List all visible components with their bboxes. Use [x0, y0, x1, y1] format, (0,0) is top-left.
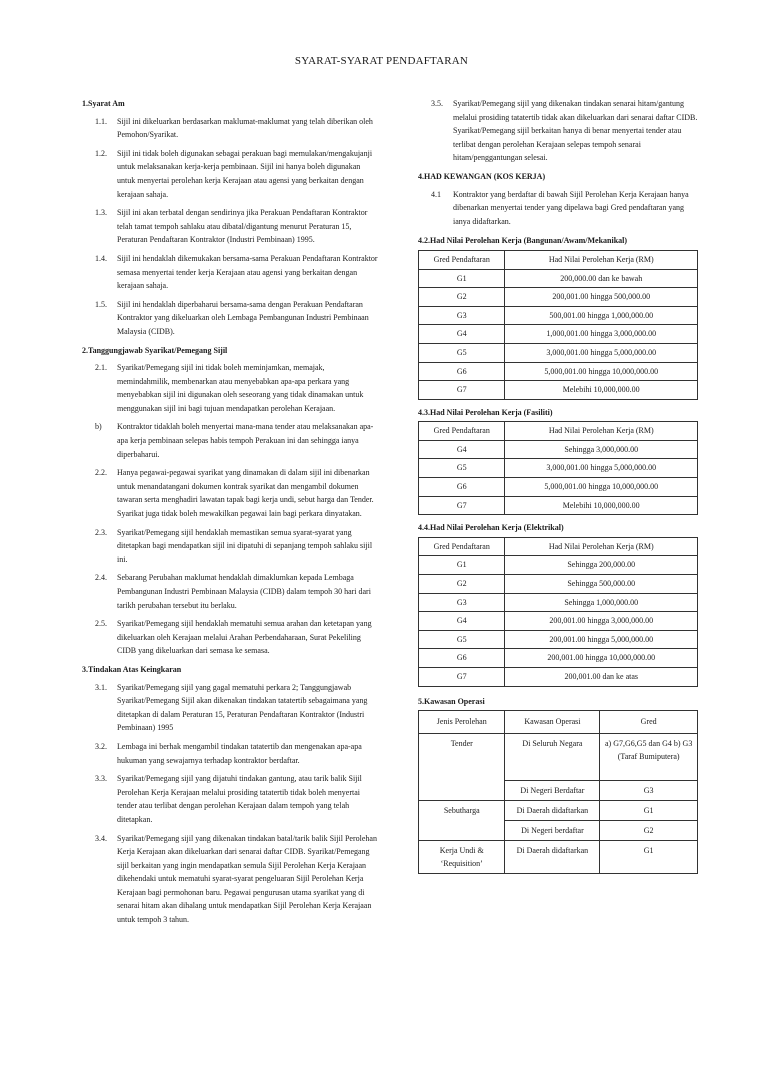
- header-gred: Gred Pendaftaran: [419, 250, 505, 269]
- cell-gred: G5: [419, 459, 505, 478]
- cell-gred: G1: [600, 840, 698, 873]
- item-text: Sijil ini hendaklah dikemukakan bersama-sama Perakuan Pendaftaran Kontraktor semasa menyertai tender kerja Kerajaan atau agensi yang berkaitan dengan kerajaan sahaja.: [117, 253, 378, 291]
- table-row: [419, 649, 698, 668]
- header-gred: Gred Pendaftaran: [419, 422, 505, 441]
- cell-kawasan: Di Daerah didaftarkan: [505, 800, 600, 820]
- table-header-row: [419, 250, 698, 269]
- cell-jenis: Kerja Undi & ‘Requisition’: [419, 840, 505, 873]
- cell-value: 200,001.00 hingga 10,000,000.00: [505, 649, 698, 668]
- header-gred: Gred Pendaftaran: [419, 537, 505, 556]
- header-had: Had Nilai Perolehan Kerja (RM): [505, 250, 698, 269]
- left-column: [82, 97, 378, 932]
- table-title: 5.Kawasan Operasi: [418, 696, 485, 706]
- table-row: [419, 593, 698, 612]
- table-title: 4.4.Had Nilai Perolehan Kerja (Elektrikal): [418, 523, 564, 533]
- item-text: Kontraktor tidaklah boleh menyertai mana-mana tender atau melaksanakan apa-apa kerja pembinaan selepas habis tempoh Perakuan ini dan sehingga ianya diperbaharui.: [117, 422, 374, 459]
- item-number: 1.2.: [95, 148, 107, 158]
- item-text: Syarikat/Pemegang sijil hendaklah memastikan semua syarat-syarat yang ditetapkan bagi mendapatkan sijil ini dipatuhi di sepanjang tempoh sahlaku sijil ini.: [117, 527, 373, 564]
- table-row: [419, 306, 698, 325]
- list-item: [82, 571, 378, 612]
- cell-gred: G2: [419, 575, 505, 594]
- cell-value: 200,001.00 hingga 3,000,000.00: [505, 612, 698, 631]
- table-row: [419, 496, 698, 515]
- cell-value: Melebihi 10,000,000.00: [505, 381, 698, 400]
- table-row: [419, 362, 698, 381]
- cell-gred: G7: [419, 668, 505, 687]
- table-row: [419, 556, 698, 575]
- list-item: [82, 252, 378, 293]
- header-jenis: Jenis Perolehan: [419, 711, 505, 734]
- list-item: [82, 361, 378, 415]
- cell-value: 200,001.00 dan ke atas: [505, 668, 698, 687]
- cell-value: 200,001.00 hingga 500,000.00: [505, 288, 698, 307]
- item-text: Sijil ini dikeluarkan berdasarkan maklumat-maklumat yang telah diberikan oleh Pemohon/Syarikat.: [117, 116, 373, 140]
- item-number: 2.3.: [95, 527, 107, 537]
- table-row: [419, 575, 698, 594]
- table-title: 4.2.Had Nilai Perolehan Kerja (Bangunan/Awam/Mekanikal): [418, 236, 628, 246]
- table-row: [419, 668, 698, 687]
- cell-value: Sehingga 1,000,000.00: [505, 593, 698, 612]
- list-item: [82, 147, 378, 201]
- item-text: Sebarang Perubahan maklumat hendaklah dimaklumkan kepada Lembaga Pembangunan Industri Pembinaan Malaysia (CIDB) dalam tempoh 30 hari dari tarikh perubahan tersebut itu berlaku.: [117, 573, 371, 610]
- cell-gred: G7: [419, 381, 505, 400]
- list-item: [82, 115, 378, 142]
- cell-value: 5,000,001.00 hingga 10,000,000.00: [505, 478, 698, 497]
- item-number: 3.3.: [95, 774, 107, 784]
- table-row: [419, 269, 698, 288]
- item-number: 3.1.: [95, 682, 107, 692]
- right-column: [418, 97, 698, 874]
- cell-gred: G6: [419, 649, 505, 668]
- cell-gred: G7: [419, 496, 505, 515]
- header-had: Had Nilai Perolehan Kerja (RM): [505, 422, 698, 441]
- section-tindakan: [82, 663, 378, 927]
- section-heading: 3.Tindakan Atas Keingkaran: [82, 664, 182, 674]
- cell-value: Sehingga 3,000,000.00: [505, 440, 698, 459]
- table-had-bangunan: [418, 250, 698, 400]
- cell-gred: G1: [419, 269, 505, 288]
- table-had-fasiliti: [418, 421, 698, 515]
- item-text: Syarikat/Pemegang sijil yang dikenakan tindakan senarai hitam/gantung melalui prosiding tatatertib tidak akan dikeluarkan dari senarai daftar CIDB. Syarikat/Pemegang sijil berkaitan hanya di benar menyertai tender atau terlibat dengan perolehan Kerajaan selepas tempoh senarai hitam/penggantungan selesai.: [453, 99, 698, 163]
- cell-value: 5,000,001.00 hingga 10,000,000.00: [505, 362, 698, 381]
- table-header-row: [419, 537, 698, 556]
- cell-kawasan: Di Negeri Berdaftar: [505, 780, 600, 800]
- cell-value: Sehingga 500,000.00: [505, 575, 698, 594]
- cell-gred: G5: [419, 630, 505, 649]
- cell-value: 3,000,001.00 hingga 5,000,000.00: [505, 459, 698, 478]
- cell-kawasan: Di Negeri berdaftar: [505, 820, 600, 840]
- item-number: 4.1: [431, 189, 441, 199]
- item-number: 3.4.: [95, 833, 107, 843]
- cell-kawasan: Di Seluruh Negara: [505, 733, 600, 780]
- list-item: [418, 97, 698, 165]
- cell-value: 1,000,001.00 hingga 3,000,000.00: [505, 325, 698, 344]
- table-row: [419, 343, 698, 362]
- list-item: [418, 188, 698, 229]
- item-text: Lembaga ini berhak mengambil tindakan tatatertib dan mengenakan apa-apa hukuman yang sewajarnya terhadap kontraktor berdaftar.: [117, 741, 362, 765]
- cell-kawasan: Di Daerah didaftarkan: [505, 840, 600, 873]
- cell-gred: G3: [419, 306, 505, 325]
- table-row: [419, 440, 698, 459]
- item-number: 2.2.: [95, 468, 107, 478]
- cell-gred: G1: [600, 800, 698, 820]
- list-item: [82, 420, 378, 461]
- item-number: 1.3.: [95, 208, 107, 218]
- list-item: [82, 832, 378, 927]
- table-row: [419, 459, 698, 478]
- table-row: [419, 381, 698, 400]
- item-text: Syarikat/Pemegang sijil yang gagal mematuhi perkara 2; Tanggungjawab Syarikat/Pemegang Sijil akan dikenakan tindakan tatatertib sebagaimana yang ditetapkan di dalam Peraturan 15, Peraturan Pendaftaran Kontraktor (Industri Pembinaan) 1995: [117, 682, 368, 733]
- cell-gred: G1: [419, 556, 505, 575]
- item-text: Syarikat/Pemegang sijil yang dikenakan tindakan batal/tarik balik Sijil Perolehan Kerja Kerajaan akan dikeluarkan dari senarai daftar CIDB. Syarikat/Pemegang sijil berkaitan yang ingin mendapatkan semula Sijil Perolehan Kerja Kerajaan dikehendaki untuk mematuhi syarat-syarat pengeluaran Sijil Perolehan Kerja Kerajaan bagi permohonan baru. Pegawai pengurusan utama syarikat yang di senarai hitam akan dihalang untuk mendapatkan Sijil Perolehan Kerja Kerajaan untuk tempoh 3 tahun.: [117, 833, 377, 925]
- item-text: Syarikat/Pemegang sijil yang dijatuhi tindakan gantung, atau tarik balik Sijil Perolehan Kerja Kerajaan melalui prosiding tatatertib tidak boleh menyertai tender atau terlibat dengan perolehan Kerajaan dalam tempoh yang telah ditetapkan.: [117, 774, 362, 824]
- table-row: [419, 325, 698, 344]
- item-text: Sijil ini hendaklah diperbaharui bersama-sama dengan Perakuan Pendaftaran Kontraktor yang dikeluarkan oleh Lembaga Pembangunan Industri Pembinaan Malaysia (CIDB).: [117, 299, 369, 336]
- cell-value: 500,001.00 hingga 1,000,000.00: [505, 306, 698, 325]
- list-item: [82, 772, 378, 826]
- cell-gred: G6: [419, 362, 505, 381]
- header-gred: Gred: [600, 711, 698, 734]
- table-row: [419, 612, 698, 631]
- section-heading: 1.Syarat Am: [82, 99, 125, 108]
- list-item: [82, 206, 378, 247]
- item-number: b): [95, 422, 102, 432]
- cell-gred: G2: [600, 820, 698, 840]
- cell-gred: a) G7,G6,G5 dan G4 b) G3 (Taraf Bumiputera): [600, 733, 698, 780]
- table-row: [419, 630, 698, 649]
- list-item: [82, 617, 378, 658]
- section-heading: 2.Tanggungjawab Syarikat/Pemegang Sijil: [82, 345, 228, 355]
- list-item: [82, 298, 378, 339]
- cell-gred: G4: [419, 612, 505, 631]
- table-had-elektrikal: [418, 537, 698, 687]
- cell-gred: G2: [419, 288, 505, 307]
- table-kawasan-operasi: [418, 710, 698, 874]
- item-text: Sijil ini akan terbatal dengan sendirinya jika Perakuan Pendaftaran Kontraktor telah tamat tempoh sahlaku atau dibatal/digantung menurut Peraturan 15, Peraturan Pendaftaran Kontraktor (Industri Pembinaan) 1995.: [117, 208, 368, 245]
- list-item: [82, 740, 378, 767]
- cell-gred: G3: [600, 780, 698, 800]
- table-row: [419, 288, 698, 307]
- cell-gred: G4: [419, 440, 505, 459]
- list-item: [82, 526, 378, 567]
- header-kawasan: Kawasan Operasi: [505, 711, 600, 734]
- item-number: 1.5.: [95, 299, 107, 309]
- item-number: 2.5.: [95, 619, 107, 629]
- page-title: SYARAT-SYARAT PENDAFTARAN: [294, 55, 469, 67]
- item-text: Hanya pegawai-pegawai syarikat yang dinamakan di dalam sijil ini dibenarkan untuk menandatangani dokumen kontrak syarikat dan mengambil dokumen tawaran serta menghadiri lawatan tapak bagi kerja undi, sebut harga dan Tender. Syarikat juga tidak boleh mewakilkan pegawai lain bagi perkara dinyatakan.: [117, 468, 374, 519]
- section-heading: 4.HAD KEWANGAN (KOS KERJA): [418, 171, 546, 181]
- cell-value: Melebihi 10,000,000.00: [505, 496, 698, 515]
- cell-value: 200,001.00 hingga 5,000,000.00: [505, 630, 698, 649]
- table-row: [419, 478, 698, 497]
- cell-value: 3,000,001.00 hingga 5,000,000.00: [505, 343, 698, 362]
- item-text: Syarikat/Pemegang sijil ini tidak boleh meminjamkan, memajak, memindahmilik, membenarkan atau menyebabkan apa-apa perkara yang menyebabkan sijil ini digunakan oleh seseorang yang tidak dinamakan untuk menggunakan sijil ini bagi tujuan mendapatkan perolehan Kerajaan.: [117, 363, 364, 413]
- list-item: [82, 681, 378, 735]
- item-number: 3.2.: [95, 741, 107, 751]
- table-header-row: [419, 422, 698, 441]
- item-number: 2.4.: [95, 573, 107, 583]
- table-row: [419, 800, 698, 820]
- cell-jenis: Tender: [419, 733, 505, 800]
- item-text: Sijil ini tidak boleh digunakan sebagai perakuan bagi memulakan/mengakujanji untuk melaksanakan kerja-kerja pembinaan. Sijil ini hanya boleh digunakan untuk menyertai perolehan kerja Kerajaan atau agensi yang berkaitan dengan kerajaan sahaja.: [117, 148, 373, 199]
- section-tanggungjawab: [82, 344, 378, 658]
- cell-jenis: Sebutharga: [419, 800, 505, 840]
- cell-gred: G5: [419, 343, 505, 362]
- table-row: [419, 840, 698, 873]
- table-row: [419, 733, 698, 780]
- table-title: 4.3.Had Nilai Perolehan Kerja (Fasiliti): [418, 407, 553, 417]
- section-syarat-am: [82, 97, 378, 339]
- cell-gred: G4: [419, 325, 505, 344]
- item-number: 3.5.: [431, 99, 443, 108]
- cell-gred: G3: [419, 593, 505, 612]
- table-header-row: [419, 711, 698, 734]
- cell-value: Sehingga 200,000.00: [505, 556, 698, 575]
- cell-value: 200,000.00 dan ke bawah: [505, 269, 698, 288]
- item-text: Kontraktor yang berdaftar di bawah Sijil Perolehan Kerja Kerajaan hanya dibenarkan menyertai tender yang dipelawa bagi Gred pendaftaran yang ianya didaftarkan.: [453, 189, 689, 226]
- header-had: Had Nilai Perolehan Kerja (RM): [505, 537, 698, 556]
- cell-gred: G6: [419, 478, 505, 497]
- item-number: 1.1.: [95, 116, 107, 126]
- list-item: [82, 466, 378, 520]
- item-number: 2.1.: [95, 363, 107, 373]
- item-text: Syarikat/Pemegang sijil hendaklah mematuhi semua arahan dan ketetapan yang dikeluarkan oleh Kerajaan melalui Arahan Perbendaharaan, Surat Pekeliling CIDB yang dikeluarkan dari semasa ke semasa.: [117, 619, 372, 656]
- item-number: 1.4.: [95, 253, 107, 263]
